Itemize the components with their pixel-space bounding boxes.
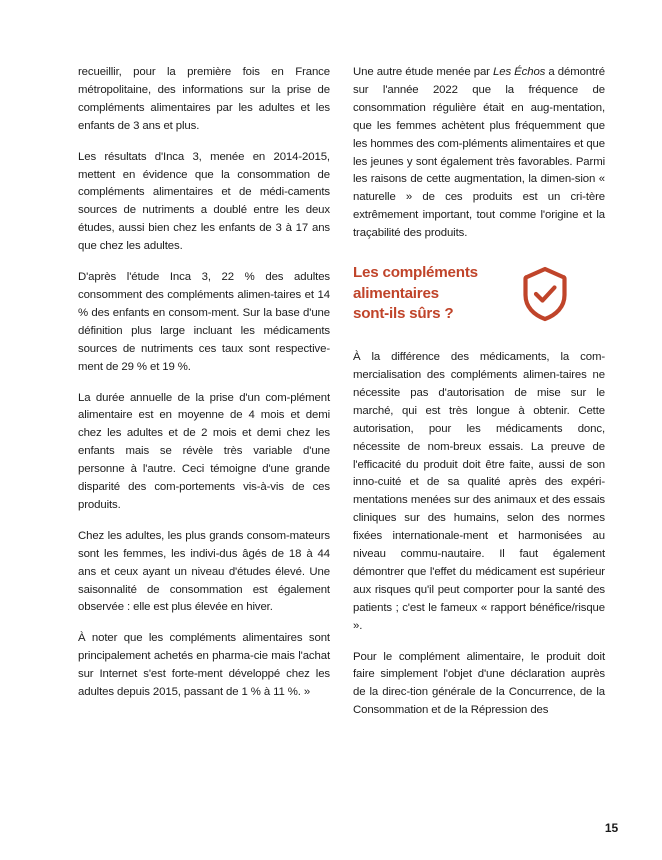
paragraph: La durée annuelle de la prise d'un com-plément alimentaire est en moyenne de 4 mois et demi chez les adultes et de 2 mois et demi chez les enfants mais se révèle très variable d'une personne à l'autre. Ceci témoigne d'une grande disparité des com-portements vis-à-vis de ces produits. [78, 391, 330, 511]
paragraph: À la différence des médicaments, la com-mercialisation des compléments alimen-taires ne nécessite pas d'autorisation de mise sur le marché, qui est très longue à obtenir. Cette autorisation, pour les médicaments donc, nécessite de nom-breux essais. La preuve de l'efficacité du produit doit être faite, aussi de son inno-cuité et de sa qualité après des expéri-mentations menées sur des animaux et des essais cliniques sur des humains, selon des normes fixées internationale-ment et harmonisées au niveau commu-nautaire. Il faut également démontrer que l'effet du médicament est supérieur aux risques qu'il peut comporter pour la santé des patients ; c'est le fameux « rapport bénéfice/risque ». [353, 351, 605, 632]
section-title [353, 263, 523, 325]
section-title-line-1: Les compléments [353, 264, 478, 282]
publication-name: Les Échos [493, 66, 546, 78]
section-heading-block [353, 263, 605, 335]
shield-check-icon [517, 265, 573, 323]
paragraph-text-lead: Une autre étude menée par [353, 66, 493, 78]
left-column [78, 64, 330, 720]
section-title-line-2: alimentaires [353, 284, 439, 302]
paragraph-text-rest: a démontré sur l'année 2022 que la fréquence de consommation régulière était en aug-mentation, que les femmes achètent plus fréquemment que les hommes des com-pléments alimentaires et que les jeunes y sont également très favorables. Parmi les raisons de cette augmentation, la dimen-sion « naturelle » de ces produits est un cri-tère extrêmement important, tout comme l'origine et la traçabilité des produits. [353, 66, 605, 240]
paragraph: Pour le complément alimentaire, le produit doit faire simplement l'objet d'une déclaration auprès de la direc-tion générale de la Concurrence, de la Consommation et de la Répression des [353, 650, 605, 717]
section-title-line-3: sont-ils sûrs ? [353, 305, 454, 323]
paragraph: À noter que les compléments alimentaires sont principalement achetés en pharma-cie mais l'achat sur Internet s'est forte-ment développé chez les adultes depuis 2015, passant de 1 % à 11 %. » [78, 632, 330, 699]
page-number: 15 [604, 821, 618, 835]
paragraph: Les résultats d'Inca 3, menée en 2014-2015, mettent en évidence que la consommation de compléments alimentaires et de médi-caments sources de nutriments a doublé entre les deux études, aussi bien chez les enfants de 3 à 17 ans que chez les adultes. [78, 150, 330, 253]
paragraph: D'après l'étude Inca 3, 22 % des adultes consomment des compléments alimen-taires et 14 % des enfants en consom-ment. Sur la base d'une définition plus large incluant les médicaments sources de nutriments ces taux sont respective-ment de 29 % et 19 %. [78, 271, 330, 373]
paragraph-with-italic-source [353, 64, 605, 243]
two-column-layout [78, 64, 606, 720]
paragraph: recueillir, pour la première fois en France métropolitaine, des informations sur la prise de compléments alimentaires par les adultes et les enfants de 3 ans et plus. [78, 66, 330, 132]
paragraph: Chez les adultes, les plus grands consom-mateurs sont les femmes, les indivi-dus âgés de 18 à 44 ans et ceux ayant un niveau d'études élevé. Une saisonnalité de consommation est également observée : elle est plus élevée en hiver. [78, 529, 330, 614]
right-column [353, 64, 605, 720]
